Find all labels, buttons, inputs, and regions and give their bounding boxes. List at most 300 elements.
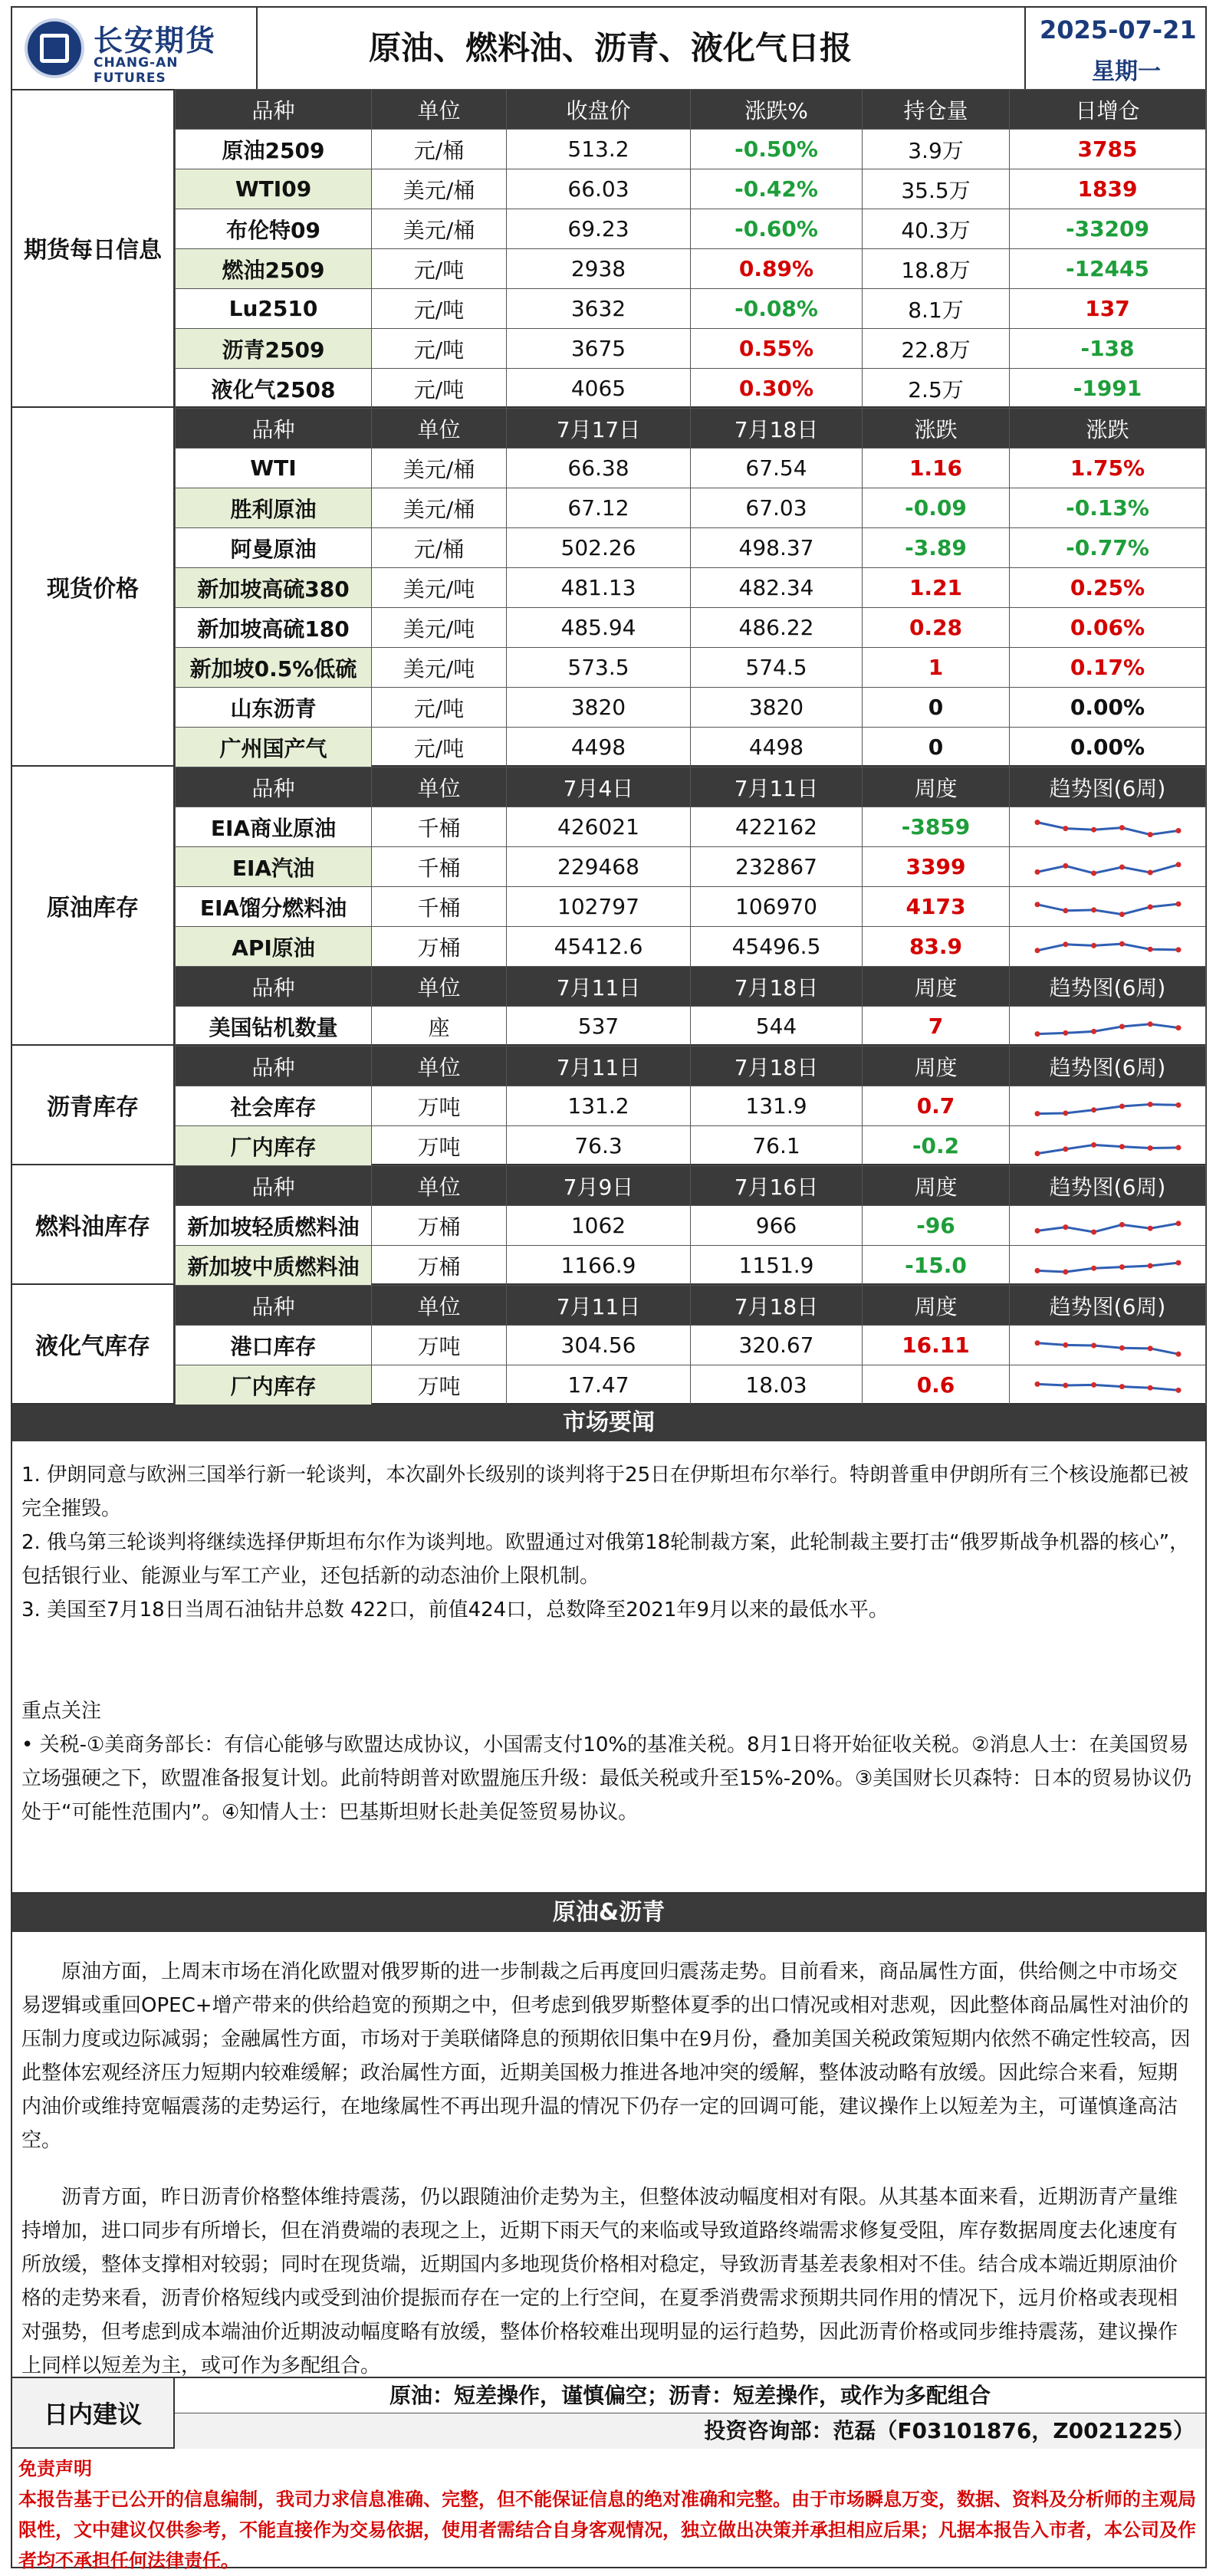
change-abs: 0 — [863, 728, 1010, 767]
column-header: 趋势图(6周) — [1010, 1046, 1206, 1086]
inventory-name: 美国钻机数量 — [176, 1007, 372, 1046]
section-label: 原油库存 — [12, 767, 175, 1044]
daily-oi-change: -138 — [1010, 329, 1206, 369]
table-row — [176, 568, 1206, 608]
weekly-change: 0.7 — [863, 1086, 1010, 1126]
table-row — [176, 847, 1206, 887]
section-futures — [12, 89, 1205, 408]
change-percent: 0.00% — [1010, 728, 1206, 767]
trend-chart-cell — [1010, 1007, 1206, 1046]
column-header: 单位 — [372, 767, 507, 807]
trend-chart-cell — [1010, 807, 1206, 847]
price-prev: 3820 — [507, 688, 691, 728]
price-curr: 3820 — [691, 688, 863, 728]
table-header-row — [176, 90, 1206, 130]
trend-point — [1091, 1229, 1096, 1234]
column-header: 品种 — [176, 967, 372, 1007]
value-curr: 18.03 — [691, 1365, 863, 1405]
column-header: 周度 — [863, 1286, 1010, 1326]
lpg-inventory-table — [175, 1285, 1206, 1405]
trend-line — [1037, 1342, 1178, 1353]
trend-point — [1147, 1385, 1152, 1390]
trend-point — [1175, 1221, 1181, 1226]
table-row — [176, 169, 1206, 209]
column-header: 7月18日 — [691, 1046, 863, 1086]
trend-point — [1091, 1107, 1096, 1112]
trend-point — [1175, 1260, 1181, 1265]
price-curr: 4498 — [691, 728, 863, 767]
inventory-name: EIA汽油 — [176, 847, 372, 887]
column-header: 趋势图(6周) — [1010, 767, 1206, 807]
weekly-change: 16.11 — [863, 1326, 1010, 1365]
column-header: 品种 — [176, 1286, 372, 1326]
close-price: 3632 — [507, 289, 691, 329]
news-item: 2. 俄乌第三轮谈判将继续选择伊斯坦布尔作为谈判地。欧盟通过对俄第18轮制裁方案，此轮制裁主要打击“俄罗斯战争机器的核心”，包括银行业、能源业与军工产业，还包括新的动态油价上限机制。 — [21, 1531, 1190, 1588]
column-header: 7月9日 — [507, 1166, 691, 1206]
disclaimer — [12, 2449, 1205, 2571]
trend-point — [1175, 827, 1181, 833]
analysis-content — [12, 1932, 1205, 2378]
close-price: 66.03 — [507, 169, 691, 209]
value-prev: 17.47 — [507, 1365, 691, 1405]
trend-point — [1063, 1224, 1068, 1230]
trend-point — [1063, 941, 1068, 947]
table-row — [176, 1086, 1206, 1126]
trend-point — [1063, 1382, 1068, 1388]
trend-point — [1063, 1342, 1068, 1347]
value-curr: 544 — [691, 1007, 863, 1046]
trend-sparkline — [1031, 1250, 1185, 1281]
column-header: 7月11日 — [507, 1286, 691, 1326]
daily-oi-change: -1991 — [1010, 369, 1206, 409]
trend-point — [1175, 1145, 1181, 1150]
column-header: 品种 — [176, 1166, 372, 1206]
unit-cell: 万桶 — [372, 927, 507, 967]
trend-chart-cell — [1010, 927, 1206, 967]
trend-point — [1034, 820, 1040, 825]
section-label: 期货每日信息 — [12, 89, 175, 406]
trend-point — [1175, 901, 1181, 906]
contract-name: 液化气2508 — [176, 369, 372, 409]
trend-point — [1147, 1021, 1152, 1027]
trend-chart-cell — [1010, 1326, 1206, 1365]
unit-cell: 美元/桶 — [372, 169, 507, 209]
disclaimer-title: 免责声明 — [18, 2458, 92, 2479]
trend-point — [1175, 862, 1181, 867]
trend-point — [1119, 912, 1124, 917]
section-label: 现货价格 — [12, 408, 175, 765]
column-header: 单位 — [372, 1286, 507, 1326]
spot-name: 新加坡高硫180 — [176, 608, 372, 648]
table-header-row — [176, 1166, 1206, 1206]
column-header: 持仓量 — [863, 90, 1010, 130]
unit-cell: 美元/桶 — [372, 449, 507, 488]
trend-point — [1147, 832, 1152, 837]
trend-line — [1037, 1223, 1178, 1231]
trend-point — [1119, 1103, 1124, 1109]
table-row — [176, 688, 1206, 728]
trend-point — [1091, 907, 1096, 912]
unit-cell: 万桶 — [372, 1246, 507, 1286]
change-abs: 1 — [863, 648, 1010, 688]
unit-cell: 万吨 — [372, 1126, 507, 1166]
column-header: 周度 — [863, 767, 1010, 807]
trend-chart-cell — [1010, 1206, 1206, 1246]
value-prev: 229468 — [507, 847, 691, 887]
weekly-change: 83.9 — [863, 927, 1010, 967]
consultant-info: 投资咨询部：范磊（F03101876，Z0021225） — [175, 2413, 1205, 2449]
asphalt-analysis-paragraph: 沥青方面，昨日沥青价格整体维持震荡，仍以跟随油价走势为主，但整体波动幅度相对有限。从其基本面来看，近期沥青产量维持增加，进口同步有所增长，但在消费端的表现之上，近期下雨天气的来临或导致道路终端需求修复受阻，库存数据周度去化速度有所放缓，整体支撑相对较弱；同时在现货端，近期国内多地现货价格相对稳定，导致沥青基差表象相对不佳。结合成本端近期原油价格的走势来看，沥青价格短线内或受到油价提振而存在一定的上行空间，在夏季消费需求预期共同作用的情况下，远月价格或表现相对强势，但考虑到成本端油价近期波动幅度略有放缓，整体价格较难出现明显的运行趋势，因此沥青价格或同步维持震荡，建议操作上同样以短差为主，或可作为多配组合。 — [21, 2186, 1178, 2377]
table-row — [176, 1326, 1206, 1365]
section-label: 液化气库存 — [12, 1285, 175, 1403]
fuel-inventory-table — [175, 1165, 1206, 1286]
crude-analysis-paragraph: 原油方面，上周末市场在消化欧盟对俄罗斯的进一步制裁之后再度回归震荡走势。目前看来，商品属性方面，供给侧之中市场交易逻辑或重回OPEC+增产带来的供给趋宽的预期之中，但考虑到俄罗斯整体夏季的出口情况或相对悲观，因此整体商品属性对油价的压制力度或边际减弱；金融属性方面，市场对于美联储降息的预期依旧集中在9月份，叠加美国关税政策短期内依然不确定性较高，因此整体宏观经济压力短期内较难缓解；政治属性方面，近期美国极力推进各地冲突的缓解，整体波动略有放缓。因此综合来看，短期内油价或维持宽幅震荡的走势运行，在地缘属性不再出现升温的情况下仍存一定的回调可能，建议操作上以短差为主，可谨慎逢高沽空。 — [21, 1960, 1191, 2152]
table-row — [176, 449, 1206, 488]
report-weekday: 星期一 — [1092, 58, 1161, 85]
trend-point — [1147, 1263, 1152, 1268]
column-header: 周度 — [863, 967, 1010, 1007]
trend-point — [1034, 1151, 1040, 1156]
trend-point — [1119, 1024, 1124, 1029]
focus-title: 重点关注 — [21, 1700, 102, 1723]
trend-point — [1175, 1351, 1181, 1356]
change-percent: 0.17% — [1010, 648, 1206, 688]
trend-sparkline — [1031, 852, 1185, 882]
trend-point — [1147, 904, 1152, 909]
change-abs: 0 — [863, 688, 1010, 728]
price-prev: 67.12 — [507, 488, 691, 528]
contract-name: 燃油2509 — [176, 249, 372, 289]
weekly-change: -96 — [863, 1206, 1010, 1246]
column-header: 日增仓 — [1010, 90, 1206, 130]
column-header: 周度 — [863, 1166, 1010, 1206]
column-header: 单位 — [372, 1166, 507, 1206]
spot-name: 山东沥青 — [176, 688, 372, 728]
column-header: 品种 — [176, 90, 372, 130]
column-header: 涨跌% — [691, 90, 863, 130]
price-prev: 4498 — [507, 728, 691, 767]
column-header: 趋势图(6周) — [1010, 967, 1206, 1007]
inventory-name: 厂内库存 — [176, 1365, 372, 1405]
news-title-bar: 市场要闻 — [12, 1405, 1205, 1441]
unit-cell: 美元/桶 — [372, 209, 507, 249]
trend-line — [1037, 1145, 1178, 1153]
value-curr: 232867 — [691, 847, 863, 887]
trend-point — [1119, 864, 1124, 869]
table-header-row — [176, 967, 1206, 1007]
table-row — [176, 927, 1206, 967]
logo-chinese-name: 长安期货 — [94, 24, 217, 58]
trend-point — [1034, 1111, 1040, 1116]
trend-sparkline — [1031, 1091, 1185, 1122]
value-curr: 966 — [691, 1206, 863, 1246]
unit-cell: 元/吨 — [372, 369, 507, 409]
trend-point — [1034, 869, 1040, 874]
unit-cell: 千桶 — [372, 887, 507, 927]
change-percent: 1.75% — [1010, 449, 1206, 488]
table-row — [176, 209, 1206, 249]
value-curr: 422162 — [691, 807, 863, 847]
table-header-row — [176, 767, 1206, 807]
trend-point — [1175, 1387, 1181, 1392]
price-prev: 481.13 — [507, 568, 691, 608]
value-prev: 426021 — [507, 807, 691, 847]
open-interest: 2.5万 — [863, 369, 1010, 409]
close-price: 3675 — [507, 329, 691, 369]
logo-emblem-icon — [25, 18, 84, 78]
crude-inventory-table — [175, 767, 1206, 1046]
report-title: 原油、燃料油、沥青、液化气日报 — [368, 29, 852, 67]
spot-name: 胜利原油 — [176, 488, 372, 528]
spot-name: 阿曼原油 — [176, 528, 372, 568]
daily-report-sheet — [11, 6, 1207, 2571]
trend-point — [1091, 1028, 1096, 1033]
trend-sparkline — [1031, 1370, 1185, 1401]
column-header: 单位 — [372, 1046, 507, 1086]
trend-point — [1175, 1025, 1181, 1030]
trend-point — [1091, 1342, 1096, 1348]
news-item: 1. 伊朗同意与欧洲三国举行新一轮谈判，本次副外长级别的谈判将于25日在伊斯坦布尔举行。特朗普重申伊朗所有三个核设施都已被完全摧毁。 — [21, 1464, 1189, 1520]
trend-point — [1063, 908, 1068, 913]
value-curr: 106970 — [691, 887, 863, 927]
table-header-row — [176, 409, 1206, 449]
inventory-name: 社会库存 — [176, 1086, 372, 1126]
column-header: 7月11日 — [507, 967, 691, 1007]
open-interest: 35.5万 — [863, 169, 1010, 209]
trend-line — [1037, 1024, 1178, 1033]
advice-label: 日内建议 — [12, 2378, 175, 2447]
analysis-title-bar: 原油&沥青 — [12, 1894, 1205, 1932]
disclaimer-text: 本报告基于已公开的信息编制，我司力求信息准确、完整，但不能保证信息的绝对准确和完整。由于市场瞬息万变，数据、资料及分析师的主观局限性，文中建议仅供参考，不能直接作为交易依据，使用者需结合自身客观情况，独立做出决策并承担相应后果；凡据本报告入市者，本公司及作者均不承担任何法律责任。 — [18, 2489, 1196, 2571]
weekly-change: -3859 — [863, 807, 1010, 847]
table-row — [176, 807, 1206, 847]
table-row — [176, 130, 1206, 169]
column-header: 单位 — [372, 90, 507, 130]
trend-point — [1147, 1346, 1152, 1351]
table-row — [176, 528, 1206, 568]
value-curr: 320.67 — [691, 1326, 863, 1365]
trend-point — [1091, 1265, 1096, 1270]
trend-line — [1037, 944, 1178, 951]
inventory-name: 新加坡轻质燃料油 — [176, 1206, 372, 1246]
trend-point — [1034, 1381, 1040, 1386]
table-row — [176, 728, 1206, 767]
column-header: 7月11日 — [691, 767, 863, 807]
change-percent: 0.55% — [691, 329, 863, 369]
trend-point — [1091, 942, 1096, 948]
value-prev: 45412.6 — [507, 927, 691, 967]
unit-cell: 美元/吨 — [372, 568, 507, 608]
trend-point — [1147, 1225, 1152, 1230]
price-curr: 482.34 — [691, 568, 863, 608]
price-prev: 485.94 — [507, 608, 691, 648]
trend-chart-cell — [1010, 1086, 1206, 1126]
column-header: 7月16日 — [691, 1166, 863, 1206]
unit-cell: 美元/吨 — [372, 608, 507, 648]
section-label: 燃料油库存 — [12, 1165, 175, 1283]
inventory-name: 厂内库存 — [176, 1126, 372, 1166]
trend-line — [1037, 904, 1178, 914]
value-prev: 304.56 — [507, 1326, 691, 1365]
table-header-row — [176, 1046, 1206, 1086]
trend-chart-cell — [1010, 887, 1206, 927]
trend-sparkline — [1031, 1011, 1185, 1042]
column-header: 7月4日 — [507, 767, 691, 807]
focus-content: • 关税-①美商务部长：有信心能够与欧盟达成协议，小国需支付10%的基准关税。8月1日将开始征收关税。②消息人士：在美国贸易立场强硬之下，欧盟准备报复计划。此前特朗普对欧盟施压升级：最低关税或升至15%-20%。③美国财长贝森特：日本的贸易协议仍处于“可能性范围内”。④知情人士：巴基斯坦财长赴美促签贸易协议。 — [21, 1733, 1192, 1824]
trend-point — [1147, 1145, 1152, 1151]
weekly-change: 7 — [863, 1007, 1010, 1046]
price-curr: 486.22 — [691, 608, 863, 648]
unit-cell: 美元/桶 — [372, 488, 507, 528]
column-header: 趋势图(6周) — [1010, 1166, 1206, 1206]
spot-name: 新加坡高硫380 — [176, 568, 372, 608]
value-prev: 131.2 — [507, 1086, 691, 1126]
table-row — [176, 329, 1206, 369]
trend-point — [1063, 863, 1068, 868]
unit-cell: 元/吨 — [372, 728, 507, 767]
column-header: 7月18日 — [691, 409, 863, 449]
contract-name: Lu2510 — [176, 289, 372, 329]
column-header: 趋势图(6周) — [1010, 1286, 1206, 1326]
trend-point — [1147, 946, 1152, 951]
table-row — [176, 1206, 1206, 1246]
open-interest: 3.9万 — [863, 130, 1010, 169]
table-row — [176, 488, 1206, 528]
section-asphalt-inventory — [12, 1046, 1205, 1165]
price-curr: 574.5 — [691, 648, 863, 688]
table-row — [176, 648, 1206, 688]
open-interest: 8.1万 — [863, 289, 1010, 329]
unit-cell: 万吨 — [372, 1086, 507, 1126]
open-interest: 40.3万 — [863, 209, 1010, 249]
trend-point — [1063, 1146, 1068, 1152]
trend-point — [1119, 1221, 1124, 1227]
trend-chart-cell — [1010, 1365, 1206, 1405]
unit-cell: 元/吨 — [372, 249, 507, 289]
news-content — [12, 1441, 1205, 1894]
column-header: 品种 — [176, 409, 372, 449]
unit-cell: 元/桶 — [372, 528, 507, 568]
asphalt-inventory-table — [175, 1046, 1206, 1166]
trend-point — [1119, 1345, 1124, 1350]
section-label: 沥青库存 — [12, 1046, 175, 1164]
value-prev: 102797 — [507, 887, 691, 927]
trend-sparkline — [1031, 892, 1185, 922]
trend-line — [1037, 1384, 1178, 1390]
close-price: 69.23 — [507, 209, 691, 249]
contract-name: WTI09 — [176, 169, 372, 209]
daily-oi-change: -33209 — [1010, 209, 1206, 249]
trend-point — [1034, 1031, 1040, 1037]
column-header: 7月18日 — [691, 967, 863, 1007]
inventory-name: 新加坡中质燃料油 — [176, 1246, 372, 1286]
news-item: 3. 美国至7月18日当周石油钻井总数 422口，前值424口，总数降至2021年9月以来的最低水平。 — [21, 1598, 889, 1622]
change-percent: 0.00% — [1010, 688, 1206, 728]
table-row — [176, 369, 1206, 409]
daily-oi-change: -12445 — [1010, 249, 1206, 289]
trend-point — [1034, 1340, 1040, 1346]
change-abs: -0.09 — [863, 488, 1010, 528]
price-curr: 67.54 — [691, 449, 863, 488]
change-percent: -0.77% — [1010, 528, 1206, 568]
trend-point — [1119, 941, 1124, 946]
unit-cell: 千桶 — [372, 807, 507, 847]
table-row — [176, 289, 1206, 329]
column-header: 涨跌 — [1010, 409, 1206, 449]
trend-point — [1063, 826, 1068, 831]
trend-chart-cell — [1010, 1126, 1206, 1166]
value-prev: 1166.9 — [507, 1246, 691, 1286]
spot-name: WTI — [176, 449, 372, 488]
section-spot — [12, 408, 1205, 767]
trend-point — [1175, 947, 1181, 952]
table-row — [176, 608, 1206, 648]
change-percent: 0.89% — [691, 249, 863, 289]
trend-point — [1034, 948, 1040, 953]
change-abs: -3.89 — [863, 528, 1010, 568]
intraday-advice — [12, 2378, 1205, 2449]
spot-name: 广州国产气 — [176, 728, 372, 767]
price-prev: 502.26 — [507, 528, 691, 568]
change-percent: -0.60% — [691, 209, 863, 249]
value-curr: 45496.5 — [691, 927, 863, 967]
value-prev: 1062 — [507, 1206, 691, 1246]
inventory-name: API原油 — [176, 927, 372, 967]
trend-line — [1037, 1263, 1178, 1272]
change-percent: -0.50% — [691, 130, 863, 169]
trend-point — [1063, 1030, 1068, 1035]
futures-table — [175, 89, 1206, 409]
table-row — [176, 1246, 1206, 1286]
trend-line — [1037, 864, 1178, 872]
column-header: 单位 — [372, 967, 507, 1007]
close-price: 513.2 — [507, 130, 691, 169]
unit-cell: 万吨 — [372, 1365, 507, 1405]
report-header — [12, 8, 1205, 90]
trend-sparkline — [1031, 932, 1185, 962]
trend-point — [1147, 869, 1152, 875]
column-header: 周度 — [863, 1046, 1010, 1086]
section-fuel-inventory — [12, 1165, 1205, 1285]
close-price: 2938 — [507, 249, 691, 289]
table-row — [176, 887, 1206, 927]
change-percent: -0.13% — [1010, 488, 1206, 528]
change-percent: 0.06% — [1010, 608, 1206, 648]
unit-cell: 座 — [372, 1007, 507, 1046]
contract-name: 布伦特09 — [176, 209, 372, 249]
table-row — [176, 1365, 1206, 1405]
spot-name: 新加坡0.5%低硫 — [176, 648, 372, 688]
trend-sparkline — [1031, 1131, 1185, 1162]
value-curr: 1151.9 — [691, 1246, 863, 1286]
trend-point — [1091, 1382, 1096, 1387]
trend-line — [1037, 1104, 1178, 1113]
column-header: 7月17日 — [507, 409, 691, 449]
unit-cell: 元/吨 — [372, 289, 507, 329]
trend-chart-cell — [1010, 847, 1206, 887]
unit-cell: 万桶 — [372, 1206, 507, 1246]
weekly-change: -0.2 — [863, 1126, 1010, 1166]
trend-point — [1119, 1144, 1124, 1149]
daily-oi-change: 137 — [1010, 289, 1206, 329]
unit-cell: 万吨 — [372, 1326, 507, 1365]
company-logo — [17, 14, 247, 86]
trend-point — [1034, 902, 1040, 907]
column-header: 收盘价 — [507, 90, 691, 130]
unit-cell: 元/吨 — [372, 329, 507, 369]
column-header: 7月11日 — [507, 1046, 691, 1086]
close-price: 4065 — [507, 369, 691, 409]
